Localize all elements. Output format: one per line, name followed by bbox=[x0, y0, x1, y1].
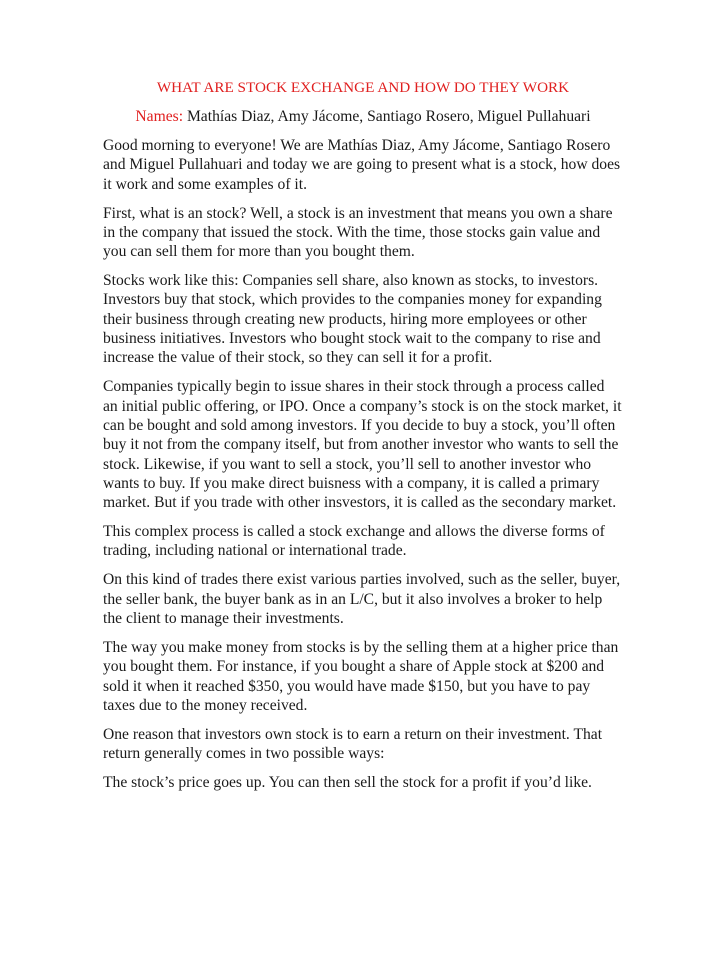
paragraph-greeting: Good morning to everyone! We are Mathías Diaz, Amy Jácome, Santiago Rosero and Miguel Pullahuari and today we are going to present what is a stock, how does it work and some examples of it. bbox=[103, 137, 621, 193]
paragraph-stock-exchange: This complex process is called a stock exchange and allows the diverse forms of trading, including national or international trade. bbox=[103, 523, 605, 560]
document-title: WHAT ARE STOCK EXCHANGE AND HOW DO THEY WORK bbox=[156, 79, 570, 96]
paragraph-parties: On this kind of trades there exist various parties involved, such as the seller, buyer, the seller bank, the buyer bank as in an L/C, but it also involves a broker to help the client to manage their investments. bbox=[103, 571, 621, 627]
authors-names: Mathías Diaz, Amy Jácome, Santiago Rosero, Miguel Pullahuari bbox=[183, 108, 591, 125]
paragraph-return: One reason that investors own stock is to earn a return on their investment. That return generally comes in two possible ways: bbox=[103, 725, 603, 763]
paragraph-how-stocks-work: Stocks work like this: Companies sell share, also known as stocks, to investors. Investors buy that stock, which provides to the companies money for expanding their business through creating new products, hiring more employees or other business initiatives. Investors who bought stock wait to the company to rise and increase the value of their stock, so they can sell it for a profit. bbox=[103, 272, 602, 367]
authors-line bbox=[103, 106, 623, 127]
authors-label: Names: bbox=[135, 108, 184, 125]
paragraph-what-is-stock: First, what is an stock? Well, a stock is an investment that means you own a share in the company that issued the stock. With the time, those stocks gain value and you can sell them for more than you bought them. bbox=[103, 204, 613, 261]
paragraph-price-up: The stock’s price goes up. You can then sell the stock for a profit if you’d like. bbox=[103, 774, 592, 792]
paragraph-ipo: Companies typically begin to issue shares in their stock through a process called an initial public offering, or IPO. Once a company’s stock is on the stock market, it can be bought and sold among investors. If you decide to buy a stock, you’ll often buy it not from the company itself, but from another investor who wants to sell the stock. Likewise, if you want to sell a stock, you’ll sell to another investor who wants to buy. If you make direct buisness with a company, it is called a primary market. But if you trade with other insvestors, it is called as the secondary market. bbox=[103, 378, 622, 512]
document-body bbox=[103, 78, 623, 802]
paragraph-making-money: The way you make money from stocks is by the selling them at a higher price than you bought them. For instance, if you bought a share of Apple stock at $200 and sold it when it reached $350, you would have made $150, but you have to pay taxes due to the money received. bbox=[103, 638, 619, 714]
